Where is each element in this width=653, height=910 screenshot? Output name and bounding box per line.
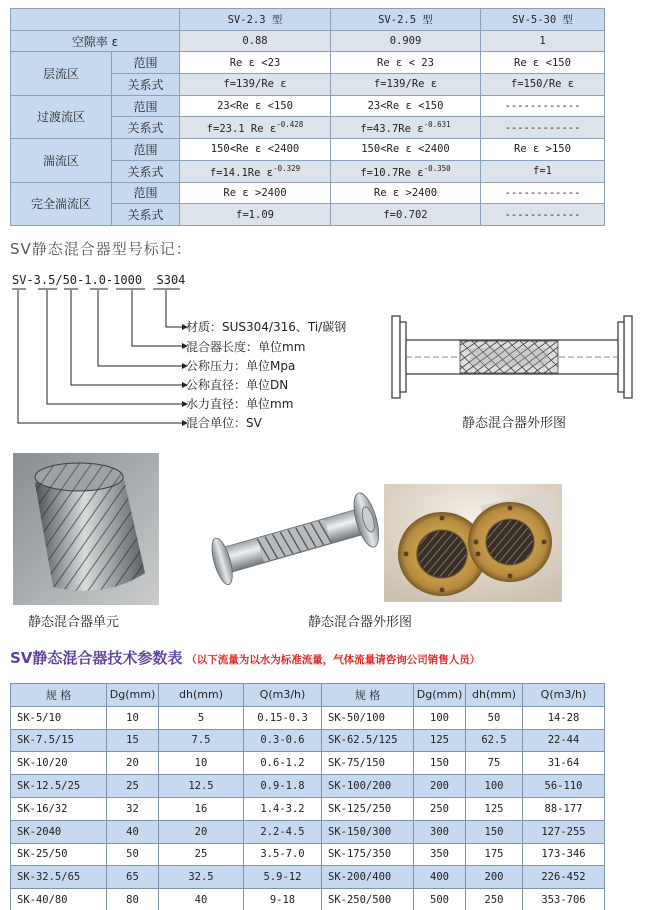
spec-cell: SK-150/300 [322, 820, 414, 843]
flow-row-label: 范围 [112, 182, 180, 204]
flow-exponent: -0.329 [273, 163, 301, 173]
legend-length: 混合器长度：单位mm [186, 340, 306, 354]
spec-cell: 353-706 [523, 889, 605, 910]
spec-cell: SK-25/50 [11, 843, 107, 866]
spec-cell: 226-452 [523, 866, 605, 889]
spec-table-row [11, 843, 605, 866]
spec-cell: SK-125/250 [322, 797, 414, 820]
spec-table-note: （以下流量为以水为标准流量，气体流量请咨询公司销售人员） [186, 654, 481, 666]
flow-row-label: 关系式 [112, 204, 180, 226]
flow-row-label: 范围 [112, 52, 180, 74]
spec-cell: SK-12.5/25 [11, 775, 107, 798]
spec-table-row [11, 866, 605, 889]
spec-cell: 15 [107, 729, 159, 752]
spec-cell: 25 [159, 843, 244, 866]
flow-value-text: f=0.702 [383, 208, 428, 221]
spec-cell: 127-255 [523, 820, 605, 843]
spec-cell: 10 [107, 706, 159, 729]
flow-exponent: -0.350 [423, 163, 451, 173]
spec-header-cell: Q(m3/h) [523, 684, 605, 707]
spec-cell: 40 [107, 820, 159, 843]
appearance-photo-caption: 静态混合器外形图 [308, 615, 413, 630]
spec-cell: 200 [466, 866, 523, 889]
spec-cell: 173-346 [523, 843, 605, 866]
spec-cell: 0.3-0.6 [244, 729, 322, 752]
flow-row-label: 范围 [112, 139, 180, 161]
spec-cell: SK-200/400 [322, 866, 414, 889]
spec-cell: SK-62.5/125 [322, 729, 414, 752]
spec-cell: SK-16/32 [11, 797, 107, 820]
mixer-line-drawing [388, 312, 648, 402]
flow-value-text: Re ε <150 [514, 56, 571, 69]
flow-value-text: Re ε <23 [229, 56, 281, 69]
spec-header-cell: dh(mm) [159, 684, 244, 707]
flow-value-text: ------------ [504, 121, 581, 134]
header-cell: SV-5-30 型 [481, 9, 605, 31]
porosity-value: 1 [481, 30, 605, 52]
mixer-pipe-photo [203, 484, 383, 596]
spec-table-row [11, 752, 605, 775]
legend-pressure: 公称压力：单位Mpa [186, 359, 296, 373]
spec-cell: 0.9-1.8 [244, 775, 322, 798]
spec-cell: 80 [107, 889, 159, 910]
spec-cell: 400 [414, 866, 466, 889]
spec-cell: 9-18 [244, 889, 322, 910]
spec-cell: SK-75/150 [322, 752, 414, 775]
spec-header-cell: Dg(mm) [414, 684, 466, 707]
legend-unit: 混合单位：SV [186, 416, 262, 430]
header-cell: SV-2.5 型 [331, 9, 481, 31]
flow-value-text: f=139/Re ε [223, 78, 287, 91]
flow-exponent: -0.631 [423, 120, 451, 130]
spec-cell: 20 [159, 820, 244, 843]
header-cell: SV-2.3 型 [180, 9, 331, 31]
spec-table-row [11, 797, 605, 820]
flow-value-text: f=10.7Re ε [360, 166, 424, 179]
spec-header-cell: Q(m3/h) [244, 684, 322, 707]
spec-cell: 0.15-0.3 [244, 706, 322, 729]
mixer-flange-photo [384, 484, 562, 602]
spec-cell: 50 [107, 843, 159, 866]
porosity-label: 空隙率 ε [11, 30, 180, 52]
spec-cell: 150 [466, 820, 523, 843]
spec-cell: 12.5 [159, 775, 244, 798]
spec-cell: 65 [107, 866, 159, 889]
flow-value-text: Re ε >2400 [373, 186, 438, 199]
spec-cell: 20 [107, 752, 159, 775]
flow-value-text: f=1 [533, 165, 552, 178]
spec-cell: 10 [159, 752, 244, 775]
spec-cell: 175 [466, 843, 523, 866]
spec-table [10, 683, 605, 910]
flow-value-text: f=1.09 [236, 208, 274, 221]
spec-cell: SK-10/20 [11, 752, 107, 775]
spec-cell: 1.4-3.2 [244, 797, 322, 820]
spec-table-title: SV静态混合器技术参数表 [10, 649, 183, 667]
flow-zone-name: 完全湍流区 [11, 182, 112, 225]
spec-cell: 125 [414, 729, 466, 752]
spec-cell: SK-175/350 [322, 843, 414, 866]
flow-value-text: 23<Re ε <150 [367, 100, 444, 113]
spec-cell: 2.2-4.5 [244, 820, 322, 843]
spec-cell: 22-44 [523, 729, 605, 752]
flow-value-text: f=23.1 Re ε [206, 123, 277, 136]
spec-header-row [11, 684, 605, 707]
spec-cell: SK-32.5/65 [11, 866, 107, 889]
spec-cell: 3.5-7.0 [244, 843, 322, 866]
flow-value-text: f=43.7Re ε [360, 123, 424, 136]
spec-cell: 88-177 [523, 797, 605, 820]
flow-value-text: 150<Re ε <2400 [361, 143, 450, 156]
mixer-element-photo [13, 453, 159, 605]
flow-value-text: Re ε >2400 [223, 186, 287, 199]
spec-cell: 40 [159, 889, 244, 910]
legend-hydraulic: 水力直径：单位mm [186, 397, 294, 411]
model-code: SV-3.5/50-1.0-1000 S304 [12, 273, 186, 287]
flow-value-text: 150<Re ε <2400 [210, 143, 300, 156]
flow-value-text: ------------ [504, 186, 581, 199]
spec-cell: 56-110 [523, 775, 605, 798]
flow-zone-name: 层流区 [11, 52, 112, 95]
flow-row-label: 关系式 [112, 117, 180, 139]
spec-table-row [11, 775, 605, 798]
spec-cell: 31-64 [523, 752, 605, 775]
spec-cell: SK-50/100 [322, 706, 414, 729]
spec-cell: 75 [466, 752, 523, 775]
porosity-value: 0.88 [180, 30, 331, 52]
spec-cell: 250 [466, 889, 523, 910]
flow-zone-name: 过渡流区 [11, 95, 112, 138]
spec-cell: SK-40/80 [11, 889, 107, 910]
flow-value-text: f=150/Re ε [510, 78, 575, 91]
spec-cell: SK-5/10 [11, 706, 107, 729]
element-photo-caption: 静态混合器单元 [28, 615, 120, 630]
flow-zone-name: 湍流区 [11, 139, 112, 182]
spec-cell: 300 [414, 820, 466, 843]
spec-cell: 250 [414, 797, 466, 820]
flow-row-label: 范围 [112, 95, 180, 117]
legend-diameter: 公称直径：单位DN [186, 378, 289, 392]
spec-cell: 25 [107, 775, 159, 798]
flow-value-text: Re ε < 23 [377, 56, 434, 69]
spec-cell: 500 [414, 889, 466, 910]
drawing-caption: 静态混合器外形图 [462, 416, 567, 431]
spec-header-cell: 规 格 [11, 684, 107, 707]
spec-cell: 0.6-1.2 [244, 752, 322, 775]
spec-table-row [11, 820, 605, 843]
spec-cell: 100 [466, 775, 523, 798]
spec-cell: 150 [414, 752, 466, 775]
flow-value-text: f=139/Re ε [373, 78, 438, 91]
spec-cell: 50 [466, 706, 523, 729]
spec-cell: 32.5 [159, 866, 244, 889]
model-notation-heading: SV静态混合器型号标记： [10, 240, 192, 258]
spec-cell: 125 [466, 797, 523, 820]
flow-row-label: 关系式 [112, 74, 180, 96]
spec-cell: 32 [107, 797, 159, 820]
spec-cell: 5.9-12 [244, 866, 322, 889]
flow-value-text: f=14.1Re ε [209, 166, 274, 179]
legend-material: 材质：SUS304/316、Ti/碳钢 [186, 320, 347, 334]
spec-header-cell: 规 格 [322, 684, 414, 707]
flow-value-text: ------------ [504, 208, 581, 221]
spec-cell: 350 [414, 843, 466, 866]
spec-table-row [11, 706, 605, 729]
spec-cell: 200 [414, 775, 466, 798]
spec-cell: 14-28 [523, 706, 605, 729]
flow-value-text: 23<Re ε <150 [217, 100, 293, 113]
spec-table-row [11, 889, 605, 910]
spec-table-heading [10, 647, 480, 668]
spec-cell: SK-2040 [11, 820, 107, 843]
flow-value-text: Re ε >150 [514, 143, 571, 156]
spec-cell: 100 [414, 706, 466, 729]
spec-cell: 16 [159, 797, 244, 820]
spec-cell: SK-100/200 [322, 775, 414, 798]
flow-value-text: ------------ [504, 100, 581, 113]
flow-row-label: 关系式 [112, 160, 180, 182]
spec-cell: 5 [159, 706, 244, 729]
porosity-value: 0.909 [331, 30, 481, 52]
spec-table-row [11, 729, 605, 752]
spec-header-cell: Dg(mm) [107, 684, 159, 707]
spec-header-cell: dh(mm) [466, 684, 523, 707]
flow-exponent: -0.428 [276, 120, 304, 130]
spec-cell: 62.5 [466, 729, 523, 752]
spec-cell: SK-7.5/15 [11, 729, 107, 752]
spec-cell: SK-250/500 [322, 889, 414, 910]
spec-cell: 7.5 [159, 729, 244, 752]
